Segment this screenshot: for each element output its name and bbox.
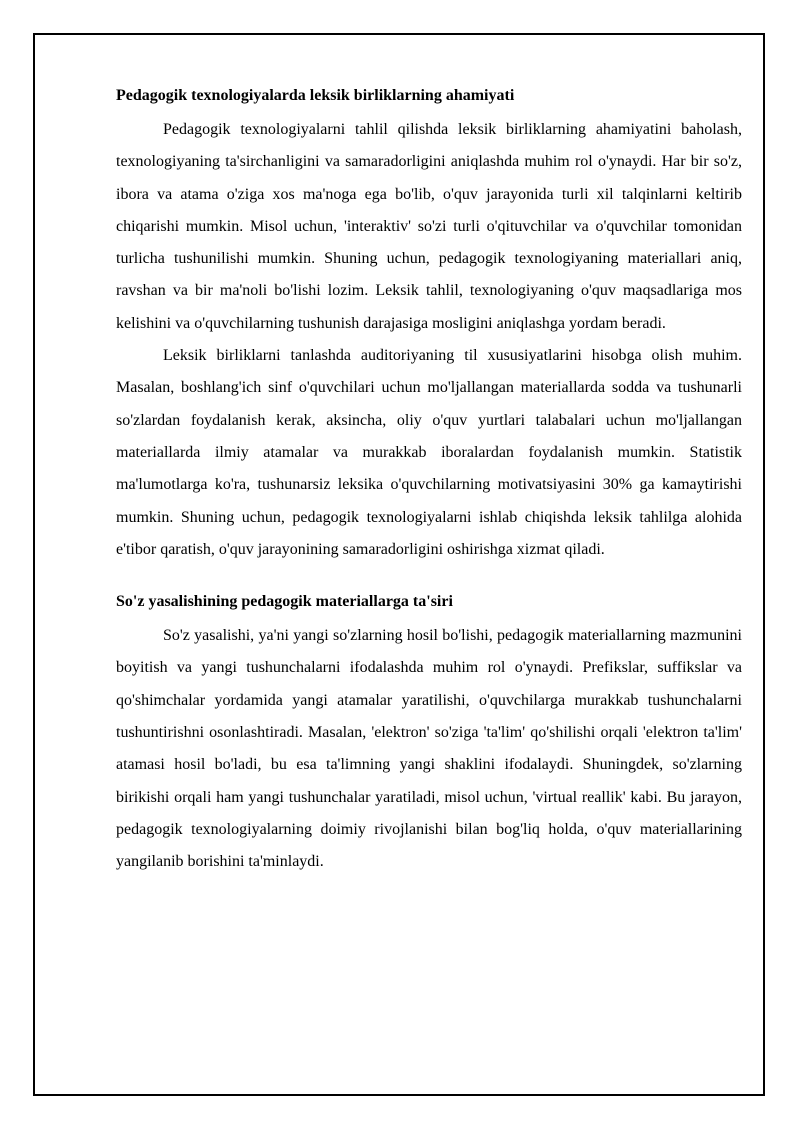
- section-heading: So'z yasalishining pedagogik materiallarga ta'siri: [116, 593, 453, 611]
- paragraph: So'z yasalishi, ya'ni yangi so'zlarning hosil bo'lishi, pedagogik materiallarning mazmunini boyitish va yangi tushunchalarni ifodalashda muhim rol o'ynaydi. Prefikslar, suffikslar va qo'shimchalar yordamida yangi atamalar yaratilishi, o'quvchilarga murakkab tushunchalarni tushuntirishni osonlashtiradi. Masalan, 'elektron' so'ziga 'ta'lim' qo'shilishi orqali 'elektron ta'lim' atamasi hosil bo'ladi, bu esa ta'limning yangi shaklini ifodalaydi. Shuningdek, so'zlarning birikishi orqali ham yangi tushunchalar yaratiladi, misol uchun, 'virtual reallik' kabi. Bu jarayon, pedagogik texnologiyalarning doimiy rivojlanishi bilan bog'liq holda, o'quv materiallarining yangilanib borishini ta'minlaydi.: [116, 627, 742, 871]
- document-body: [116, 78, 742, 879]
- section-lexical-units: [116, 78, 742, 566]
- paragraph: Leksik birliklarni tanlashda auditoriyaning til xususiyatlarini hisobga olish muhim. Masalan, boshlang'ich sinf o'quvchilari uchun mo'ljallangan materiallarda sodda va tushunarli so'zlardan foydalanish kerak, aksincha, oliy o'quv yurtlari talabalari uchun mo'ljallangan materiallarda ilmiy atamalar va murakkab iboralardan foydalanish mumkin. Statistik ma'lumotlarga ko'ra, tushunarsiz leksika o'quvchilarning motivatsiyasini 30% ga kamaytirishi mumkin. Shuning uchun, pedagogik texnologiyalarni ishlab chiqishda leksik tahlilga alohida e'tibor qaratish, o'quv jarayonining samaradorligini oshirishga xizmat qiladi.: [116, 347, 742, 558]
- paragraph: Pedagogik texnologiyalarni tahlil qilishda leksik birliklarning ahamiyatini baholash, texnologiyaning ta'sirchanligini va samaradorligini aniqlashda muhim rol o'ynaydi. Har bir so'z, ibora va atama o'ziga xos ma'noga ega bo'lib, o'quv jarayonida turli xil talqinlarni keltirib chiqarishi mumkin. Misol uchun, 'interaktiv' so'zi turli o'qituvchilar va o'quvchilar tomonidan turlicha tushunilishi mumkin. Shuning uchun, pedagogik texnologiyaning materiallari aniq, ravshan va bir ma'noli bo'lishi lozim. Leksik tahlil, texnologiyaning o'quv maqsadlariga mos kelishini va o'quvchilarning tushunish darajasiga mosligini aniqlashga yordam beradi.: [116, 121, 742, 332]
- section-word-formation: [116, 584, 742, 878]
- section-heading: Pedagogik texnologiyalarda leksik birliklarning ahamiyati: [116, 87, 515, 104]
